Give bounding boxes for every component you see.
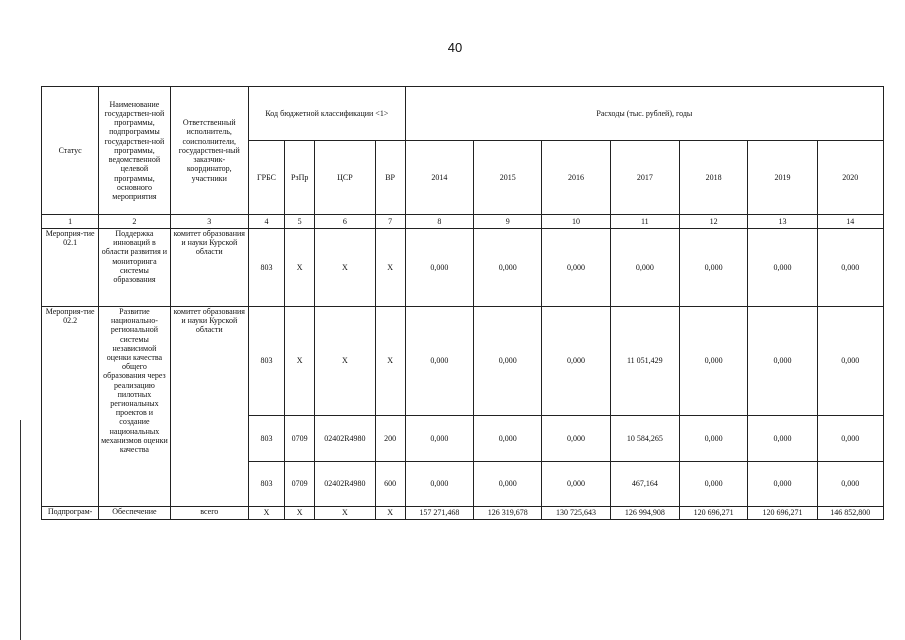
row-name: Развитие национально-региональной системы независимой оценки качества общего образования через реализацию пилотных региональных проектов и создание национальных механизмов оценки качества [99, 307, 170, 507]
cell-value: 0,000 [817, 229, 883, 307]
cell-value: 0,000 [679, 416, 747, 462]
column-number: 9 [474, 215, 542, 229]
cell-value: 126 319,678 [474, 507, 542, 520]
header-year: 2020 [817, 141, 883, 215]
cell-csr: 02402R4980 [315, 416, 375, 462]
cell-value: 0,000 [405, 229, 473, 307]
header-code-vr: ВР [375, 141, 405, 215]
cell-value: 0,000 [817, 307, 883, 416]
cell-rzpr: X [285, 229, 315, 307]
cell-value: 0,000 [748, 416, 817, 462]
cell-value: 146 852,800 [817, 507, 883, 520]
column-number: 2 [99, 215, 170, 229]
row-responsible: комитет образования и науки Курской области [170, 307, 248, 507]
cell-value: 0,000 [405, 307, 473, 416]
header-year: 2019 [748, 141, 817, 215]
cell-value: 0,000 [542, 229, 610, 307]
cell-rzpr: X [285, 307, 315, 416]
column-number: 11 [610, 215, 679, 229]
cell-value: 0,000 [474, 307, 542, 416]
cell-value: 120 696,271 [748, 507, 817, 520]
column-number: 1 [42, 215, 99, 229]
cell-vr: X [375, 307, 405, 416]
column-number: 7 [375, 215, 405, 229]
cell-value: 0,000 [679, 462, 747, 507]
cell-value: 0,000 [405, 416, 473, 462]
header-responsible: Ответственный исполнитель, соисполнители, государствен-ный заказчик-координатор, участники [170, 87, 248, 215]
cell-value: 157 271,468 [405, 507, 473, 520]
cell-value: 126 994,908 [610, 507, 679, 520]
column-number: 10 [542, 215, 610, 229]
cell-value: 10 584,265 [610, 416, 679, 462]
left-margin-line [20, 420, 21, 640]
cell-csr: X [315, 507, 375, 520]
cell-rzpr: 0709 [285, 416, 315, 462]
cell-value: 0,000 [679, 307, 747, 416]
header-status: Статус [42, 87, 99, 215]
header-year: 2015 [474, 141, 542, 215]
header-row [42, 87, 884, 141]
cell-value: 130 725,643 [542, 507, 610, 520]
column-number: 3 [170, 215, 248, 229]
cell-value: 0,000 [610, 229, 679, 307]
cell-grbs: 803 [248, 229, 284, 307]
cell-grbs: 803 [248, 416, 284, 462]
row-responsible: всего [170, 507, 248, 520]
cell-value: 0,000 [542, 462, 610, 507]
row-responsible: комитет образования и науки Курской области [170, 229, 248, 307]
cell-value: 0,000 [679, 229, 747, 307]
cell-value: 0,000 [542, 307, 610, 416]
header-name: Наименование государствен-ной программы, подпрограммы государствен-ной программы, ведомственной целевой программы, основного мероприятия [99, 87, 170, 215]
cell-grbs: 803 [248, 462, 284, 507]
cell-value: 11 051,429 [610, 307, 679, 416]
row-status: Подпрограм- [42, 507, 99, 520]
cell-vr: X [375, 507, 405, 520]
cell-grbs: 803 [248, 307, 284, 416]
header-code-rzpr: РзПр [285, 141, 315, 215]
cell-csr: X [315, 229, 375, 307]
column-number: 13 [748, 215, 817, 229]
column-number: 5 [285, 215, 315, 229]
cell-value: 0,000 [748, 307, 817, 416]
header-year: 2014 [405, 141, 473, 215]
cell-csr: X [315, 307, 375, 416]
column-number-row [42, 215, 884, 229]
column-number: 14 [817, 215, 883, 229]
table-row [42, 229, 884, 307]
cell-rzpr: X [285, 507, 315, 520]
row-name: Обеспечение [99, 507, 170, 520]
cell-value: 0,000 [474, 229, 542, 307]
cell-csr: 02402R4980 [315, 462, 375, 507]
row-name: Поддержка инноваций в области развития и мониторинга системы образования [99, 229, 170, 307]
cell-value: 0,000 [817, 462, 883, 507]
cell-vr: X [375, 229, 405, 307]
cell-value: 0,000 [474, 462, 542, 507]
table-row [42, 307, 884, 416]
header-year: 2017 [610, 141, 679, 215]
cell-vr: 200 [375, 416, 405, 462]
header-expenses: Расходы (тыс. рублей), годы [405, 87, 883, 141]
table-continuation-space [42, 520, 884, 631]
column-number: 6 [315, 215, 375, 229]
cell-value: 120 696,271 [679, 507, 747, 520]
header-code-csr: ЦСР [315, 141, 375, 215]
cell-value: 0,000 [474, 416, 542, 462]
row-status: Мероприя-тие 02.2 [42, 307, 99, 507]
table-row [42, 507, 884, 520]
header-year: 2016 [542, 141, 610, 215]
column-number: 4 [248, 215, 284, 229]
header-budget-code: Код бюджетной классификации <1> [248, 87, 405, 141]
cell-grbs: X [248, 507, 284, 520]
header-code-grbs: ГРБС [248, 141, 284, 215]
cell-vr: 600 [375, 462, 405, 507]
cell-value: 0,000 [542, 416, 610, 462]
cell-value: 0,000 [748, 462, 817, 507]
budget-table [41, 86, 884, 630]
column-number: 12 [679, 215, 747, 229]
cell-value: 0,000 [748, 229, 817, 307]
cell-rzpr: 0709 [285, 462, 315, 507]
header-year: 2018 [679, 141, 747, 215]
cell-value: 0,000 [405, 462, 473, 507]
cell-value: 0,000 [817, 416, 883, 462]
row-status: Мероприя-тие 02.1 [42, 229, 99, 307]
column-number: 8 [405, 215, 473, 229]
page-margin-row [42, 520, 884, 631]
page-number: 40 [447, 40, 463, 55]
cell-value: 467,164 [610, 462, 679, 507]
